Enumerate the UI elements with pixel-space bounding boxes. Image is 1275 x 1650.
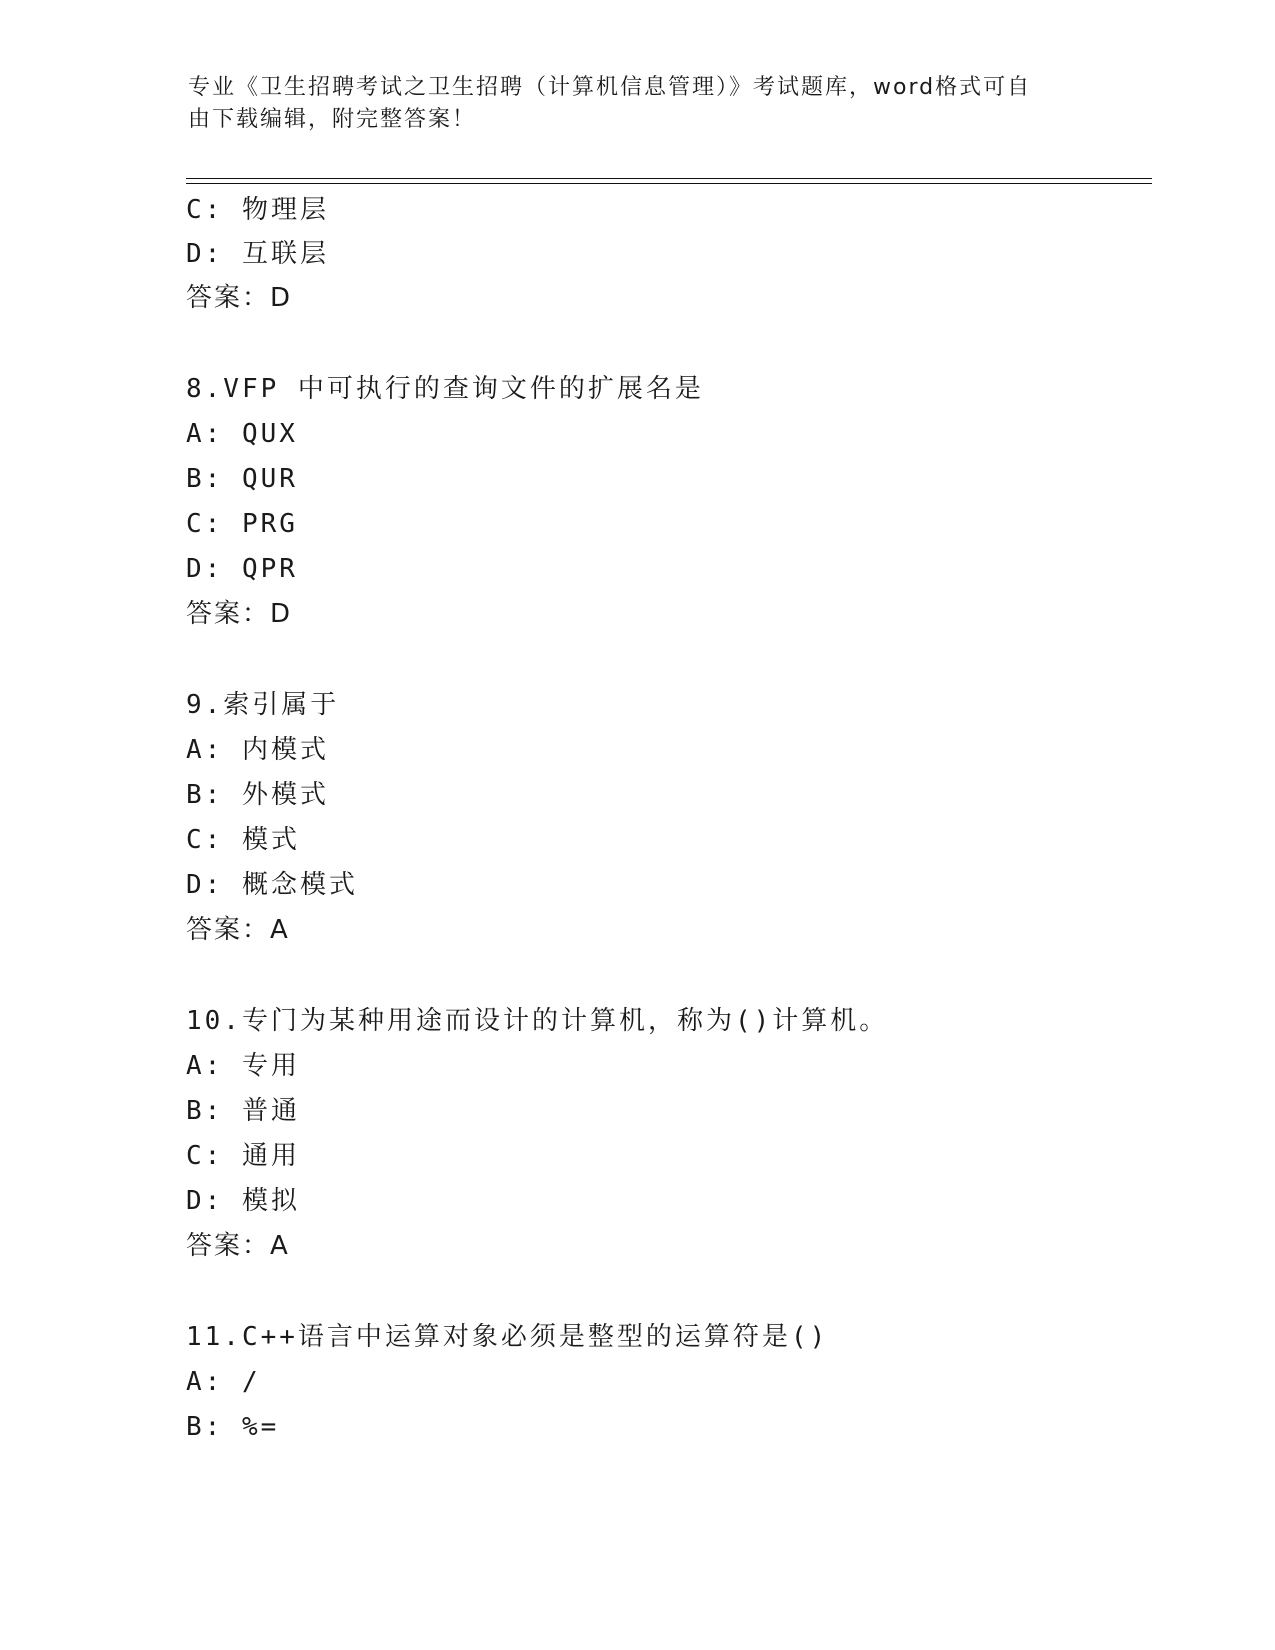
header-divider-top xyxy=(186,178,1152,179)
q9-question: 9.索引属于 xyxy=(186,690,340,720)
q10-option-d: D: 模拟 xyxy=(186,1186,300,1216)
q8-option-a: A: QUX xyxy=(186,419,298,449)
q10-answer: 答案：A xyxy=(186,1231,290,1261)
q10-option-b: B: 普通 xyxy=(186,1096,300,1126)
q9-option-a: A: 内模式 xyxy=(186,735,329,765)
q8-option-c: C: PRG xyxy=(186,509,298,539)
q9-answer: 答案：A xyxy=(186,915,290,945)
document-header xyxy=(188,72,1068,136)
q7-option-c: C: 物理层 xyxy=(186,195,329,225)
q7-option-d: D: 互联层 xyxy=(186,239,329,269)
q10-option-c: C: 通用 xyxy=(186,1141,300,1171)
q9-option-c: C: 模式 xyxy=(186,825,300,855)
q9-option-d: D: 概念模式 xyxy=(186,870,358,900)
q8-option-d: D: QPR xyxy=(186,554,298,584)
header-divider-bottom xyxy=(186,183,1152,184)
header-line-2: 由下载编辑，附完整答案！ xyxy=(188,107,477,132)
q8-question: 8.VFP 中可执行的查询文件的扩展名是 xyxy=(186,374,704,404)
q8-answer: 答案：D xyxy=(186,599,293,629)
q11-option-a: A: / xyxy=(186,1367,261,1397)
q7-answer: 答案：D xyxy=(186,283,293,313)
q9-option-b: B: 外模式 xyxy=(186,780,329,810)
q11-question: 11.C++语言中运算对象必须是整型的运算符是() xyxy=(186,1322,829,1352)
q11-option-b: B: %= xyxy=(186,1412,280,1442)
q10-question: 10.专门为某种用途而设计的计算机，称为()计算机。 xyxy=(186,1006,889,1036)
header-line-1: 专业《卫生招聘考试之卫生招聘（计算机信息管理）》考试题库，word格式可自 xyxy=(188,75,1032,100)
q8-option-b: B: QUR xyxy=(186,464,298,494)
q10-option-a: A: 专用 xyxy=(186,1051,300,1081)
